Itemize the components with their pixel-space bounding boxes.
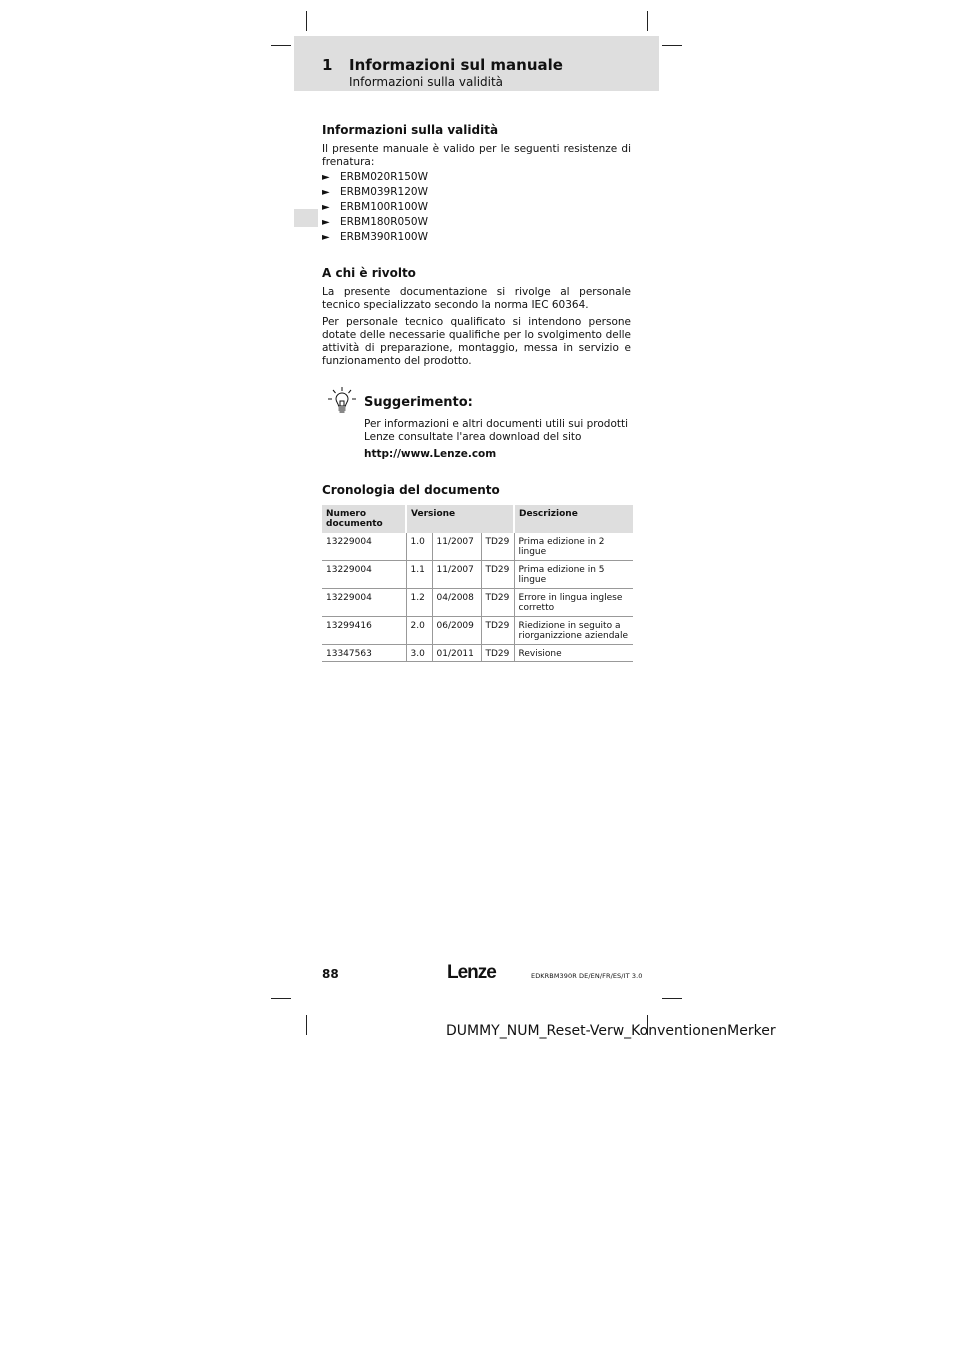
list-item [322, 200, 428, 215]
validity-heading: Informazioni sulla validità [322, 123, 499, 137]
list-item [322, 185, 428, 200]
cell-number: 13347563 [322, 645, 406, 662]
crop-mark [271, 998, 291, 999]
cell-number: 13299416 [322, 617, 406, 645]
side-tab-marker [294, 209, 318, 227]
cell-date: 04/2008 [432, 589, 481, 617]
column-header-description: Descrizione [514, 505, 633, 533]
crop-mark [662, 45, 682, 46]
model-code: ERBM100R100W [340, 201, 428, 213]
validity-intro: Il presente manuale è valido per le seguenti resistenze di frenatura: [322, 143, 631, 168]
cell-description: Errore in lingua inglese corretto [514, 589, 633, 617]
lightbulb-icon [327, 386, 357, 416]
document-history-table [322, 505, 633, 662]
cell-version: 3.0 [406, 645, 432, 662]
cell-code: TD29 [481, 533, 514, 561]
cell-version: 1.1 [406, 561, 432, 589]
crop-mark [662, 998, 682, 999]
audience-heading: A chi è rivolto [322, 266, 416, 280]
table-row [322, 617, 633, 645]
model-code: ERBM039R120W [340, 186, 428, 198]
tip-title: Suggerimento: [364, 395, 473, 410]
cell-date: 01/2011 [432, 645, 481, 662]
section-subtitle: Informazioni sulla validità [349, 75, 504, 89]
document-reference: EDKRBM390R DE/EN/FR/ES/IT 3.0 [531, 972, 643, 980]
cell-version: 2.0 [406, 617, 432, 645]
footer-stamp: DUMMY_NUM_Reset-Verw_KonventionenMerker [446, 1023, 776, 1039]
audience-paragraph-1: La presente documentazione si rivolge al personale tecnico specializzato secondo la norma IEC 60364. [322, 286, 631, 311]
model-code: ERBM390R100W [340, 231, 428, 243]
crop-mark [271, 45, 291, 46]
list-item [322, 215, 428, 230]
table-row [322, 533, 633, 561]
column-header-version: Versione [406, 505, 514, 533]
cell-code: TD29 [481, 645, 514, 662]
column-header-number: Numero documento [322, 505, 406, 533]
crop-mark [647, 11, 648, 31]
history-heading: Cronologia del documento [322, 483, 500, 497]
cell-number: 13229004 [322, 589, 406, 617]
bullet-arrow-icon: ► [322, 232, 330, 243]
cell-date: 11/2007 [432, 533, 481, 561]
chapter-title: Informazioni sul manuale [349, 56, 563, 74]
crop-mark [306, 1015, 307, 1035]
table-header-row [322, 505, 633, 533]
model-list [322, 170, 428, 245]
tip-text: Per informazioni e altri documenti utili sui prodotti Lenze consultate l'area download del sito [364, 418, 629, 443]
cell-description: Prima edizione in 2 lingue [514, 533, 633, 561]
bullet-arrow-icon: ► [322, 217, 330, 228]
page-number: 88 [322, 967, 339, 981]
website-link[interactable]: http://www.Lenze.com [364, 448, 497, 460]
crop-mark [306, 11, 307, 31]
model-code: ERBM180R050W [340, 216, 428, 228]
cell-number: 13229004 [322, 561, 406, 589]
cell-code: TD29 [481, 561, 514, 589]
list-item [322, 230, 428, 245]
cell-description: Prima edizione in 5 lingue [514, 561, 633, 589]
table-row [322, 645, 633, 662]
cell-date: 06/2009 [432, 617, 481, 645]
table-row [322, 561, 633, 589]
cell-description: Revisione [514, 645, 633, 662]
cell-code: TD29 [481, 617, 514, 645]
cell-date: 11/2007 [432, 561, 481, 589]
audience-paragraph-2: Per personale tecnico qualificato si intendono persone dotate delle necessarie qualifiche per lo svolgimento delle attività di preparazione, montaggio, messa in servizio e funzionamento del prodotto. [322, 316, 631, 367]
bullet-arrow-icon: ► [322, 172, 330, 183]
chapter-number: 1 [322, 56, 333, 74]
lenze-logo: Lenze [447, 962, 496, 983]
cell-code: TD29 [481, 589, 514, 617]
bullet-arrow-icon: ► [322, 187, 330, 198]
cell-description: Riedizione in seguito a riorganizzione aziendale [514, 617, 633, 645]
model-code: ERBM020R150W [340, 171, 428, 183]
bullet-arrow-icon: ► [322, 202, 330, 213]
table-row [322, 589, 633, 617]
list-item [322, 170, 428, 185]
cell-number: 13229004 [322, 533, 406, 561]
cell-version: 1.0 [406, 533, 432, 561]
cell-version: 1.2 [406, 589, 432, 617]
